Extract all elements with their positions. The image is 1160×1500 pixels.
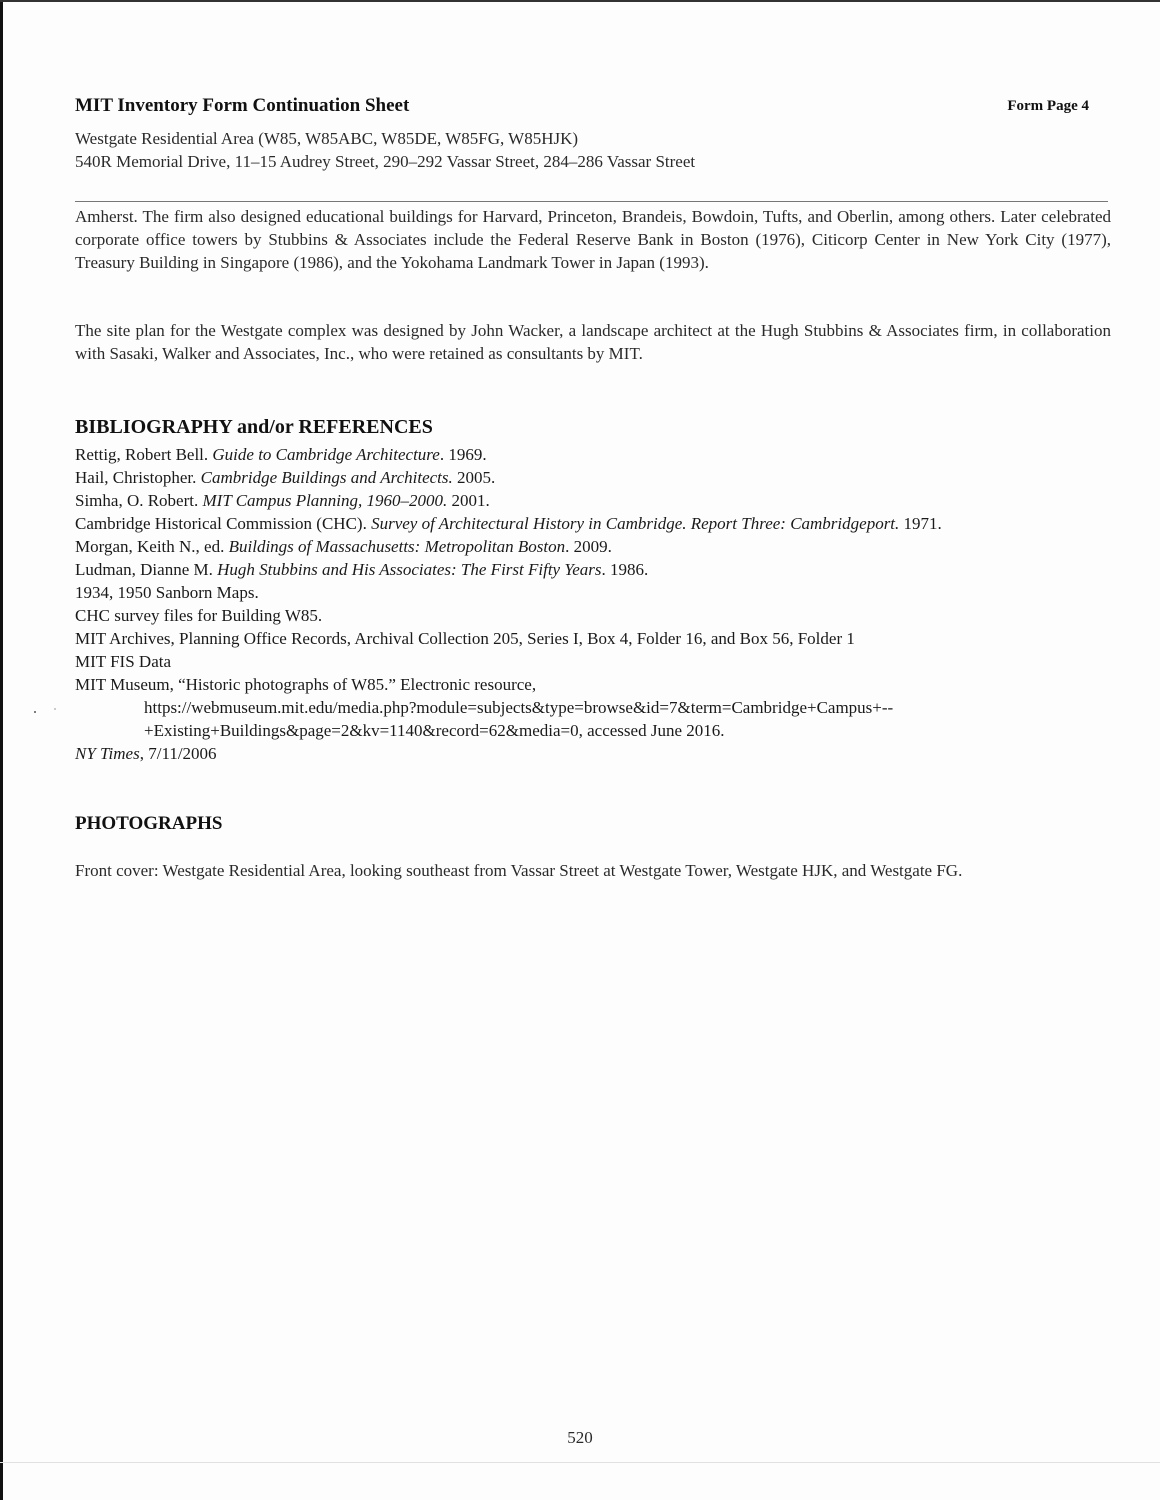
- bib-year: 1971.: [899, 514, 942, 533]
- bib-entry: [75, 489, 1115, 512]
- photographs-caption: Front cover: Westgate Residential Area, looking southeast from Vassar Street at Westgate Tower, Westgate HJK, and Westgate FG.: [75, 861, 963, 880]
- bib-entry: [75, 742, 1115, 765]
- scan-edge-left: [0, 0, 3, 1500]
- bib-entry: [75, 535, 1115, 558]
- bib-title: Guide to Cambridge Architecture: [212, 445, 440, 464]
- bib-text: MIT Archives, Planning Office Records, Archival Collection 205, Series I, Box 4, Folder 16, and Box 56, Folder 1: [75, 629, 855, 648]
- bib-author: Ludman, Dianne M.: [75, 560, 218, 579]
- bib-title: MIT Campus Planning, 1960–2000.: [202, 491, 448, 510]
- body-paragraph-2: The site plan for the Westgate complex was designed by John Wacker, a landscape architect at the Hugh Stubbins & Associates firm, in collaboration with Sasaki, Walker and Associates, Inc., who were retained as consultants by MIT.: [75, 321, 1111, 363]
- property-address: 540R Memorial Drive, 11–15 Audrey Street, 290–292 Vassar Street, 284–286 Vassar Street: [75, 152, 696, 171]
- bib-entry: [75, 581, 1115, 604]
- scan-bottom-edge: [0, 1462, 1160, 1463]
- bib-date: , 7/11/2006: [139, 744, 217, 763]
- bib-title: Buildings of Massachusetts: Metropolitan Boston: [228, 537, 566, 556]
- bib-title: Cambridge Buildings and Architects.: [200, 468, 453, 487]
- bib-author: Cambridge Historical Commission (CHC).: [75, 514, 372, 533]
- scan-speck: [34, 711, 36, 713]
- page-number: 520: [567, 1428, 593, 1447]
- bib-year: . 1986.: [601, 560, 649, 579]
- bib-url-line-2: +Existing+Buildings&page=2&kv=1140&record=62&media=0, accessed June 2016.: [144, 721, 725, 740]
- bib-entry: [75, 443, 1115, 466]
- bib-entry: [75, 604, 1115, 627]
- bib-author: Hail, Christopher.: [75, 468, 201, 487]
- bib-entry: [75, 466, 1115, 489]
- bib-text: MIT Museum, “Historic photographs of W85.” Electronic resource,: [75, 675, 537, 694]
- photographs-heading: PHOTOGRAPHS: [75, 813, 223, 834]
- scan-speck: [54, 708, 56, 710]
- bib-title: NY Times: [75, 744, 140, 763]
- header-divider: [75, 201, 1108, 202]
- bib-title: Hugh Stubbins and His Associates: The First Fifty Years: [217, 560, 602, 579]
- bib-year: 2001.: [447, 491, 490, 510]
- bib-text: MIT FIS Data: [75, 652, 172, 671]
- bib-url-line-1: https://webmuseum.mit.edu/media.php?module=subjects&type=browse&id=7&term=Cambridge+Campus+--: [144, 698, 894, 717]
- bib-entry: [75, 558, 1115, 581]
- property-name: Westgate Residential Area (W85, W85ABC, W85DE, W85FG, W85HJK): [75, 129, 579, 148]
- bib-year: . 2009.: [565, 537, 612, 556]
- bib-entry: [75, 512, 1115, 535]
- bib-text: 1934, 1950 Sanborn Maps.: [75, 583, 259, 602]
- bib-title: Survey of Architectural History in Cambridge. Report Three: Cambridgeport.: [371, 514, 900, 533]
- bib-author: Rettig, Robert Bell.: [75, 445, 213, 464]
- bib-text: CHC survey files for Building W85.: [75, 606, 323, 625]
- bib-author: Simha, O. Robert.: [75, 491, 203, 510]
- page-title: MIT Inventory Form Continuation Sheet: [75, 95, 410, 116]
- bib-year: . 1969.: [439, 445, 487, 464]
- bib-entry: [75, 673, 1115, 696]
- bibliography-list: [75, 443, 1115, 765]
- bib-year: 2005.: [452, 468, 496, 487]
- bib-entry: [75, 650, 1115, 673]
- bib-entry: [75, 627, 1115, 650]
- scan-edge-top: [0, 0, 1160, 2]
- form-page-label: Form Page 4: [1007, 98, 1089, 114]
- body-paragraph-1: Amherst. The firm also designed educational buildings for Harvard, Princeton, Brandeis, Bowdoin, Tufts, and Oberlin, among others. Later celebrated corporate office towers by Stubbins & Associates include the Federal Reserve Bank in Boston (1976), Citicorp Center in New York City (1977), Treasury Building in Singapore (1986), and the Yokohama Landmark Tower in Japan (1993).: [75, 207, 1111, 272]
- bib-author: Morgan, Keith N., ed.: [75, 537, 229, 556]
- bibliography-heading: BIBLIOGRAPHY and/or REFERENCES: [75, 416, 433, 438]
